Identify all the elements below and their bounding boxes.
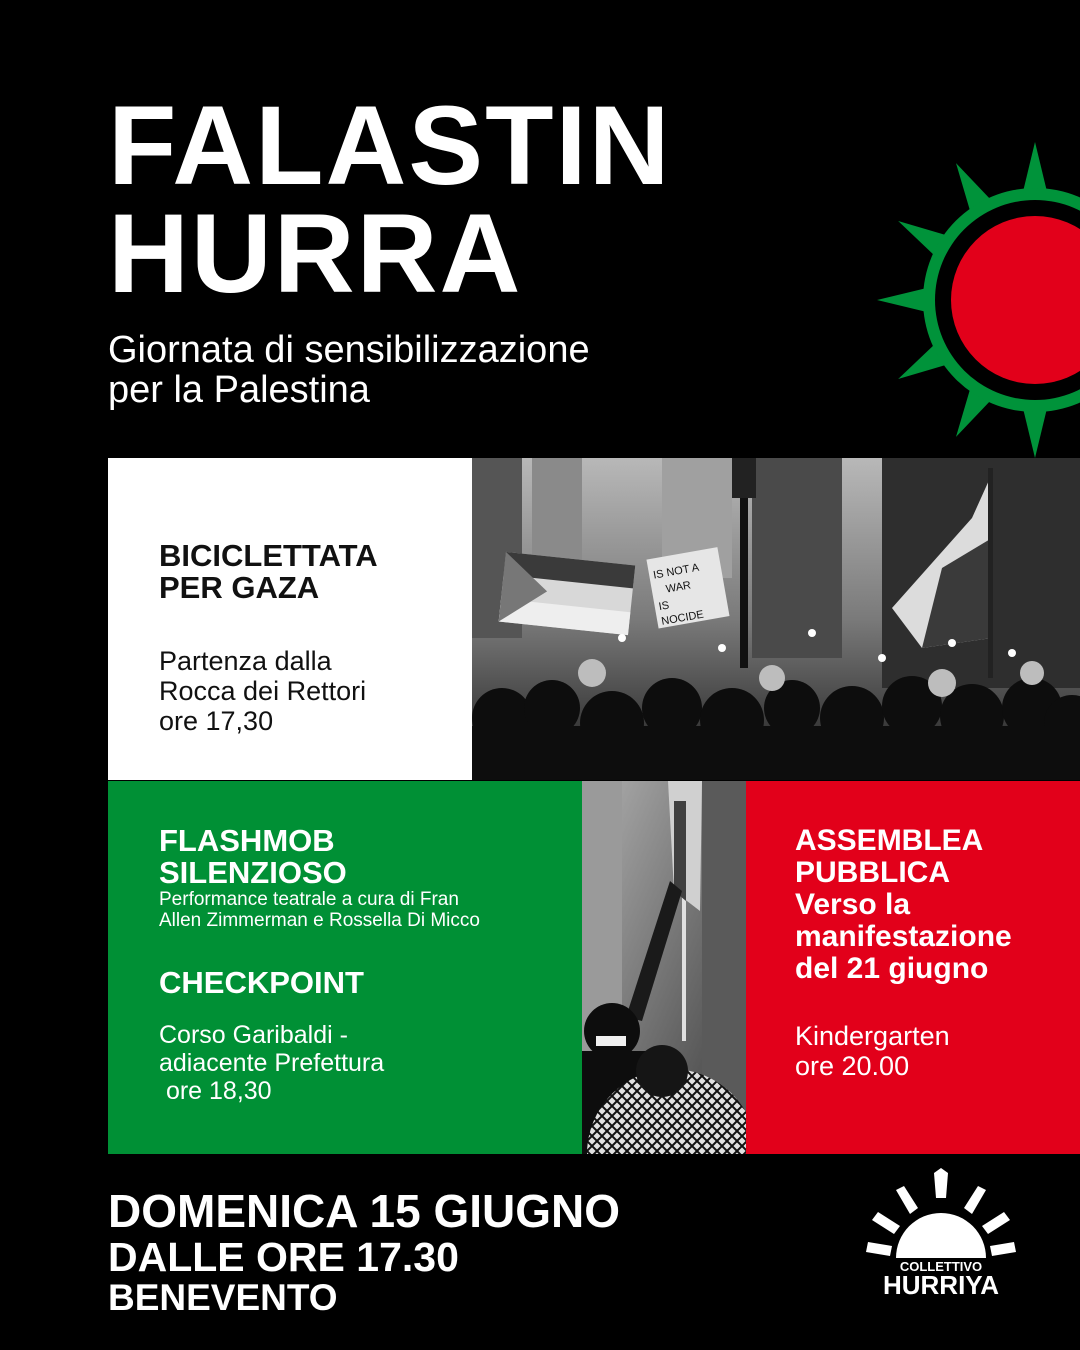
sign-text-4: NOCIDE [660,608,705,628]
subtitle-line-2: per la Palestina [108,369,370,411]
event3-title [795,825,1080,985]
title-line-1: FALASTIN [108,83,672,208]
event3-title-line-2: PUBBLICA [795,856,950,889]
event3-detail-line-1: Kindergarten [795,1021,950,1051]
logo-top-text: COLLETTIVO [899,1259,983,1274]
event-assemblea [746,781,1080,1154]
event2-details [159,1021,582,1105]
footer-time: DALLE ORE 17.30 [108,1234,459,1280]
event3-detail-line-2: ore 20.00 [795,1051,910,1081]
event-flashmob-checkpoint [108,781,582,1154]
event2-title2: CHECKPOINT [159,965,364,1000]
footer-date: DOMENICA 15 GIUGNO [108,1185,621,1237]
event2-title [159,825,582,889]
event1-detail-line-2: Rocca dei Rettori [159,676,367,706]
event2-note [159,889,582,931]
footer-city: BENEVENTO [108,1277,338,1318]
event1-detail-line-3: ore 17,30 [159,706,274,736]
subtitle-line-1: Giornata di sensibilizzazione [108,329,590,371]
subtitle [108,330,590,410]
event3-details [795,1021,1080,1081]
flag-photo [582,781,746,1154]
event1-title-line-1: BICICLETTATA [159,538,378,573]
sign-text-3: IS [657,599,671,614]
sign-text-1: IS NOT A [652,561,700,582]
event2-note-line-1: Performance teatrale a cura di Fran [159,889,459,910]
sign-text-2: WAR [664,579,692,596]
title-line-2: HURRA [108,191,523,316]
event-biciclettata [108,458,472,780]
event1-details [159,646,472,736]
event1-title-line-2: PER GAZA [159,570,320,605]
sun-icon [870,130,1080,470]
logo-main-text: HURRIYA [882,1270,1000,1298]
protest-photo [472,458,1080,780]
event1-detail-line-1: Partenza dalla [159,646,332,676]
main-title [108,83,672,316]
event2-title-line-1: FLASHMOB [159,823,335,858]
event-date-location [108,1186,620,1318]
event3-title-line-5: del 21 giugno [795,952,989,985]
event3-title-line-3: Verso la [795,888,911,921]
event2-title-line-2: SILENZIOSO [159,855,347,890]
event3-title-line-1: ASSEMBLEA [795,824,984,857]
hurriya-logo-icon [866,1168,1016,1298]
event2-detail-line-2: adiacente Prefettura [159,1049,385,1077]
event2-note-line-2: Allen Zimmerman e Rossella Di Micco [159,910,480,931]
event3-title-line-4: manifestazione [795,920,1012,953]
event2-detail-line-1: Corso Garibaldi - [159,1021,348,1049]
event2-detail-line-3: ore 18,30 [159,1077,272,1105]
event1-title [159,540,472,604]
